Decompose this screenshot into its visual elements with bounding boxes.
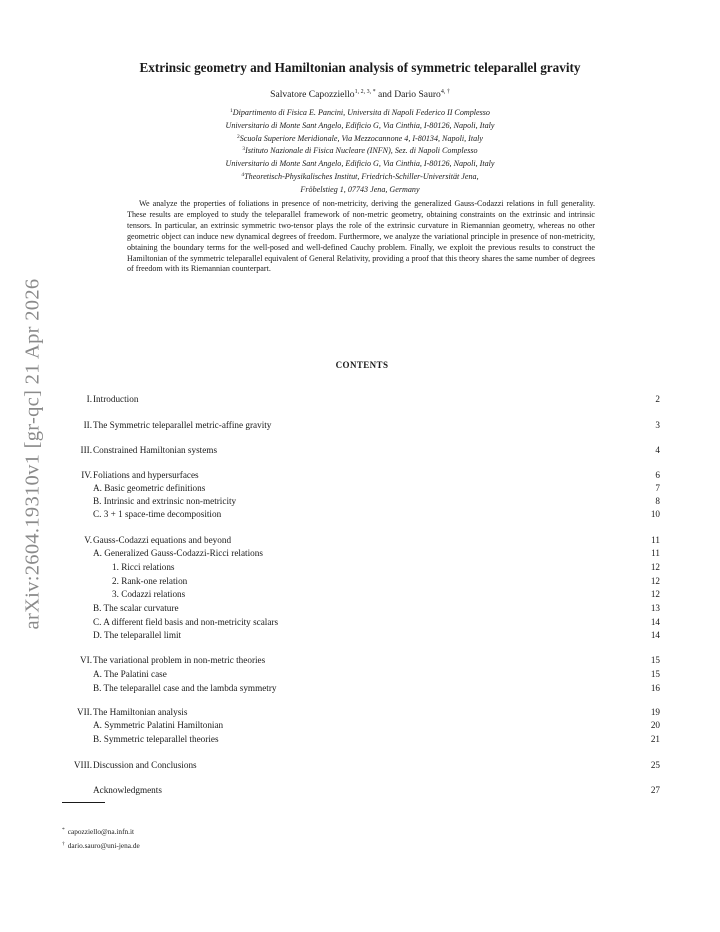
toc-entry[interactable]: [62, 394, 660, 406]
toc-entry-label: 1. Ricci relations: [112, 562, 175, 572]
toc-entry[interactable]: [62, 509, 660, 521]
author-line: [0, 89, 720, 100]
toc-entry-label: The variational problem in non-metric theories: [93, 655, 266, 665]
toc-page-number: 14: [650, 630, 660, 640]
contents-heading: CONTENTS: [335, 360, 389, 370]
affiliation-line: $^4$Theoretisch-Physikalisches Institut, Friedrich-Schiller-Universität Jena,: [241, 171, 479, 181]
toc-entry-label: 2. Rank-one relation: [112, 576, 188, 586]
footnote: † dario.sauro@uni-jena.de: [62, 841, 140, 850]
toc-entry-label: B. The teleparallel case and the lambda symmetry: [93, 683, 277, 693]
toc-section-number: VII.: [76, 707, 92, 717]
toc-page-number: 4: [655, 445, 660, 455]
toc-entry[interactable]: [62, 445, 660, 457]
toc-entry-label: Constrained Hamiltonian systems: [93, 445, 218, 455]
toc-entry-label: A. Generalized Gauss-Codazzi-Ricci relations: [93, 548, 263, 558]
author-name: Salvatore Capozziello: [270, 89, 355, 100]
toc-entry[interactable]: [62, 707, 660, 719]
toc-section-number: II.: [83, 420, 92, 430]
toc-entry-label: Foliations and hypersurfaces: [93, 470, 199, 480]
toc-entry-label: The Hamiltonian analysis: [93, 707, 188, 717]
toc-section-number: IV.: [81, 470, 92, 480]
toc-entry[interactable]: [62, 617, 660, 629]
toc-entry-label: B. Symmetric teleparallel theories: [93, 734, 219, 744]
toc-entry[interactable]: [62, 548, 660, 560]
toc-section-number: I.: [86, 394, 92, 404]
toc-entry-label: Discussion and Conclusions: [93, 760, 197, 770]
toc-page-number: 10: [650, 509, 660, 519]
toc-page-number: 20: [650, 720, 660, 730]
toc-section-number: III.: [80, 445, 92, 455]
toc-entry[interactable]: [62, 420, 660, 432]
toc-entry-label: C. 3 + 1 space-time decomposition: [93, 509, 222, 519]
author-name: Dario Sauro: [394, 89, 441, 100]
toc-entry-label: B. The scalar curvature: [93, 603, 179, 613]
toc-page-number: 15: [650, 669, 660, 679]
toc-entry-label: D. The teleparallel limit: [93, 630, 182, 640]
toc-entry-label: C. A different field basis and non-metricity scalars: [93, 617, 279, 627]
toc-entry[interactable]: [62, 496, 660, 508]
toc-entry[interactable]: [62, 734, 660, 746]
toc-entry[interactable]: [62, 630, 660, 642]
toc-page-number: 11: [651, 548, 660, 558]
toc-entry[interactable]: [62, 669, 660, 681]
toc-page-number: 7: [655, 483, 660, 493]
footnote-rule: [62, 802, 105, 803]
toc-page-number: 19: [650, 707, 660, 717]
toc-entry-label: B. Intrinsic and extrinsic non-metricity: [93, 496, 237, 506]
toc-page-number: 12: [650, 562, 660, 572]
toc-page-number: 13: [650, 603, 660, 613]
toc-entry-label: Acknowledgments: [93, 785, 162, 795]
toc-entry[interactable]: [62, 576, 660, 588]
author-conjunction: and: [375, 89, 395, 100]
toc-page-number: 21: [650, 734, 660, 744]
abstract: We analyze the properties of foliations in presence of non-metricity, deriving the generalized Gauss-Codazzi relations in full generality. These results are employed to study the teleparallel framework of non-metric geometry, obtaining constraints on the extrinsic and intrinsic tensors. In particular, an extrinsic symmetric two-tensor plays the role of the extrinsic curvature in Riemannian geometry, whereas no other geometric object can induce new dynamical degrees of freedom. Furthermore, we analyze the variational principle in presence of non-metricity, obtaining the boundary terms for the well-posed and well-defined Cauchy problem. Finally, we exploit the previous results to construct the Hamiltonian of the symmetric teleparallel equivalent of General Relativity, providing a proof that this theory shares the same number of degrees of freedom with its Riemannian counterpart.: [127, 199, 595, 274]
footnote: * capozziello@na.infn.it: [62, 827, 135, 836]
affiliation-line: $^1$Dipartimento di Fisica E. Pancini, Universita di Napoli Federico II Complesso: [230, 108, 490, 117]
toc-page-number: 14: [650, 617, 660, 627]
toc-entry-label: Introduction: [93, 394, 139, 404]
toc-entry[interactable]: [62, 535, 660, 547]
toc-entry[interactable]: [62, 483, 660, 495]
toc-entry-label: Gauss-Codazzi equations and beyond: [93, 535, 232, 545]
author-affil-mark: 1, 2, 3, *: [354, 89, 376, 95]
affiliation-line: Universitario di Monte Sant Angelo, Edificio G, Via Cinthia, I-80126, Napoli, Italy: [225, 159, 495, 169]
author-affil-mark: 4, †: [440, 89, 450, 95]
toc-entry-label: A. The Palatini case: [93, 669, 167, 679]
toc-page-number: 11: [651, 535, 660, 545]
toc-page-number: 2: [655, 394, 660, 404]
affiliation-line: Universitario di Monte Sant Angelo, Edificio G, Via Cinthia, I-80126, Napoli, Italy: [225, 120, 495, 130]
toc-entry[interactable]: [62, 760, 660, 772]
toc-page-number: 6: [655, 470, 660, 480]
toc-section-number: V.: [84, 535, 92, 545]
affiliation-line: $^3$Istituto Nazionale di Fisica Nucleare (INFN), Sez. di Napoli Complesso: [242, 146, 478, 156]
toc-section-number: VI.: [80, 655, 92, 665]
toc-section-number: VIII.: [73, 760, 92, 770]
toc-page-number: 12: [650, 576, 660, 586]
toc-entry[interactable]: [62, 785, 660, 797]
paper-title: Extrinsic geometry and Hamiltonian analysis of symmetric teleparallel gravity: [139, 60, 581, 75]
toc-page-number: 3: [655, 420, 660, 430]
toc-entry-label: A. Symmetric Palatini Hamiltonian: [93, 720, 224, 730]
affiliation-line: Fröbelstieg 1, 07743 Jena, Germany: [300, 184, 420, 194]
toc-entry[interactable]: [62, 589, 660, 601]
toc-page-number: 27: [650, 785, 660, 795]
toc-entry-label: 3. Codazzi relations: [112, 589, 186, 599]
toc-entry[interactable]: [62, 683, 660, 695]
footnotes: [62, 824, 140, 852]
toc-page-number: 16: [650, 683, 660, 693]
toc-page-number: 12: [650, 589, 660, 599]
toc-entry[interactable]: [62, 562, 660, 574]
toc-page-number: 15: [650, 655, 660, 665]
arxiv-stamp: arXiv:2604.19310v1 [gr-qc] 21 Apr 2026: [21, 278, 44, 630]
toc-entry-label: A. Basic geometric definitions: [93, 483, 206, 493]
toc-entry[interactable]: [62, 720, 660, 732]
affiliations: [0, 106, 720, 196]
toc-entry[interactable]: [62, 655, 660, 667]
toc-page-number: 25: [650, 760, 660, 770]
toc-entry[interactable]: [62, 603, 660, 615]
toc-page-number: 8: [655, 496, 660, 506]
toc-entry[interactable]: [62, 470, 660, 482]
toc-entry-label: The Symmetric teleparallel metric-affine gravity: [93, 420, 272, 430]
affiliation-line: $^2$Scuola Superiore Meridionale, Via Mezzocannone 4, I-80134, Napoli, Italy: [237, 133, 483, 143]
